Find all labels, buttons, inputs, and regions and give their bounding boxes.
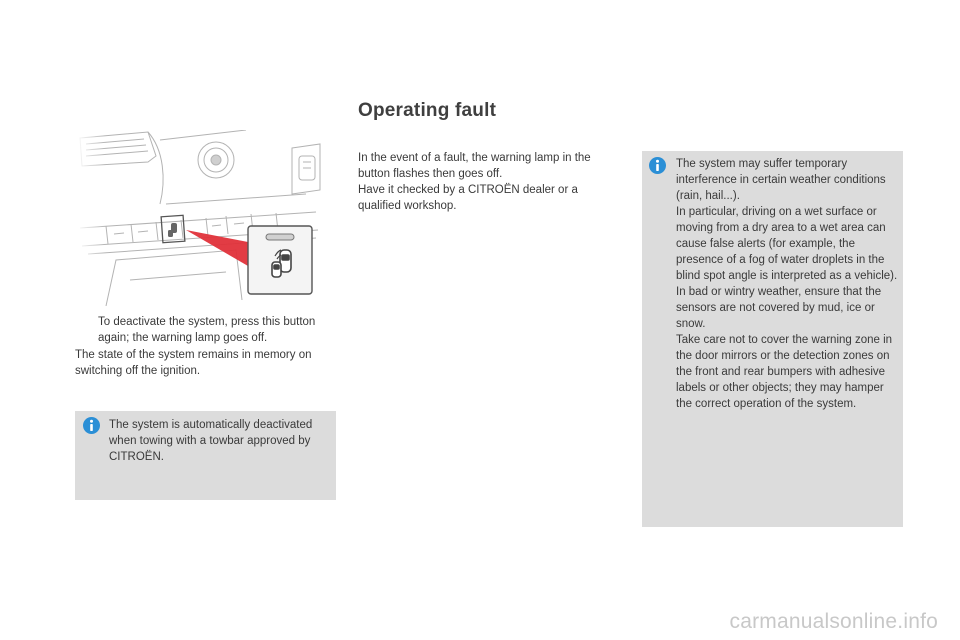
section-heading: Operating fault <box>358 100 497 121</box>
memory-paragraph: The state of the system remains in memory on switching off the ignition. <box>75 349 312 377</box>
dashboard-illustration-svg <box>76 130 322 306</box>
info-icon <box>83 417 100 434</box>
fault-paragraph: In the event of a fault, the warning lamp in the button flashes then goes off. Have it checked by a CITROËN dealer or a qualified workshop. <box>358 152 591 212</box>
dashboard-illustration <box>76 130 322 306</box>
info-icon <box>649 157 666 174</box>
deactivation-text: To deactivate the system, press this button again; the warning lamp goes off. <box>98 316 316 344</box>
watermark: carmanualsonline.info <box>729 610 938 633</box>
weather-note-box <box>642 151 903 527</box>
towing-note-text: The system is automatically deactivated when towing with a towbar approved by CITROËN. <box>109 419 313 463</box>
weather-note-text: The system may suffer temporary interference in certain weather conditions (rain, hail...). In particular, driving on a wet surface or moving from a dry area to a wet area can cause false alerts (for example, the presence of a fog of water droplets in the blind spot angle is interpreted as a vehicle). In bad or wintry weather, ensure that the sensors are not covered by mud, ice or snow. Take care not to cover the warning zone in the door mirrors or the detection zones on the front and rear bumpers with adhesive labels or other objects; they may hamper the correct operation of the system. <box>676 158 898 410</box>
towing-note-box <box>75 411 336 500</box>
